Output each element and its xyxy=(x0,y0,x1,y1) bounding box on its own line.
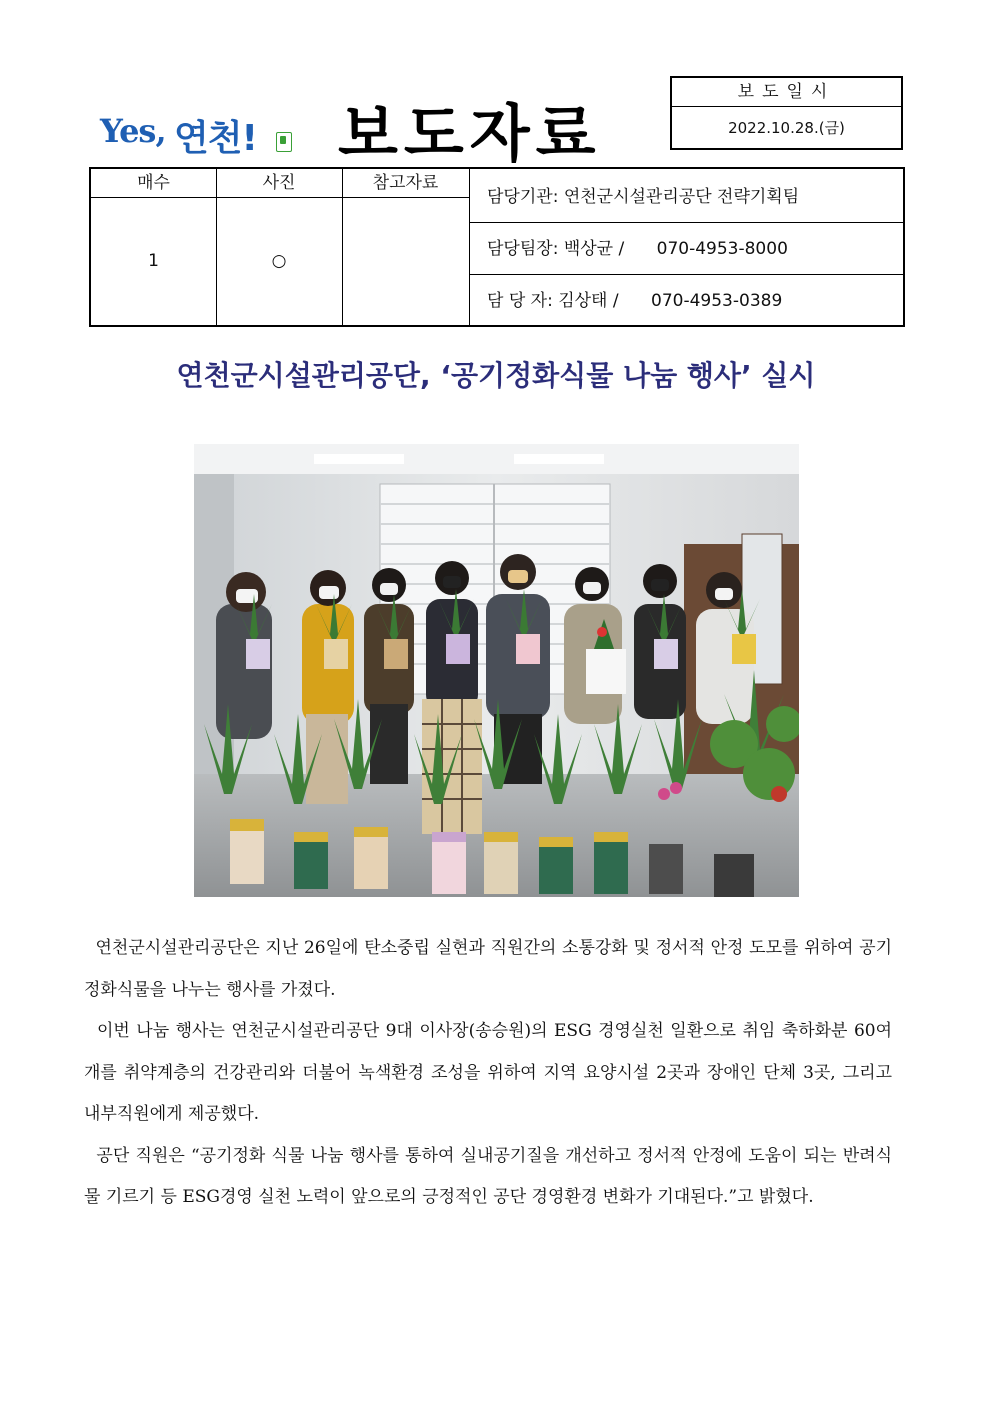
value-reference xyxy=(342,198,469,325)
info-table xyxy=(89,167,905,327)
body-paragraph: 연천군시설관리공단은 지난 26일에 탄소중립 실현과 직원간의 소통강화 및 정서적 안정 도모를 위하여 공기정화식물을 나누는 행사를 가졌다. xyxy=(84,938,893,1000)
logo-yes-text: Yes, xyxy=(100,112,166,150)
logo-mark-icon xyxy=(276,132,292,152)
page-title: 보도자료 xyxy=(338,97,602,170)
body-paragraph: 이번 나눔 행사는 연천군시설관리공단 9대 이사장(송승원)의 ESG 경영실천 일환으로 취임 축하화분 60여개를 취약계층의 건강관리와 더불어 녹색환경 조성을 위하여 지역 요양시설 2곳과 장애인 단체 3곳, 그리고 내부직원에게 제공했다. xyxy=(84,1021,898,1124)
header-reference: 참고자료 xyxy=(372,173,439,193)
contact-person: 담 당 자: 김상태 / 070-4953-0389 xyxy=(487,291,783,311)
article-body xyxy=(84,928,898,1219)
value-pages: 1 xyxy=(148,251,159,271)
yeoncheon-logo xyxy=(100,108,270,160)
header-pages: 매수 xyxy=(137,173,170,193)
release-date-value: 2022.10.28.(금) xyxy=(728,119,845,137)
contact-department: 담당기관: 연천군시설관리공단 전략기획팀 xyxy=(487,187,800,207)
event-photo xyxy=(194,444,799,897)
body-paragraph: 공단 직원은 “공기정화 식물 나눔 행사를 통하여 실내공기질을 개선하고 정서적 안정에 도움이 되는 반려식물 기르기 등 ESG경영 실천 노력이 앞으로의 긍정적인 공단 경영환경 변화가 기대된다.”고 밝혔다. xyxy=(84,1145,892,1207)
contact-team-leader: 담당팀장: 백상균 / 070-4953-8000 xyxy=(487,239,788,259)
release-date-label: 보도일시 xyxy=(672,78,901,107)
value-photo: ○ xyxy=(271,251,287,271)
logo-name-text: 연천! xyxy=(174,118,257,159)
release-date-box xyxy=(670,76,903,150)
header-photo: 사진 xyxy=(262,173,296,193)
headline: 연천군시설관리공단, ‘공기정화식물 나눔 행사’ 실시 xyxy=(176,359,816,392)
